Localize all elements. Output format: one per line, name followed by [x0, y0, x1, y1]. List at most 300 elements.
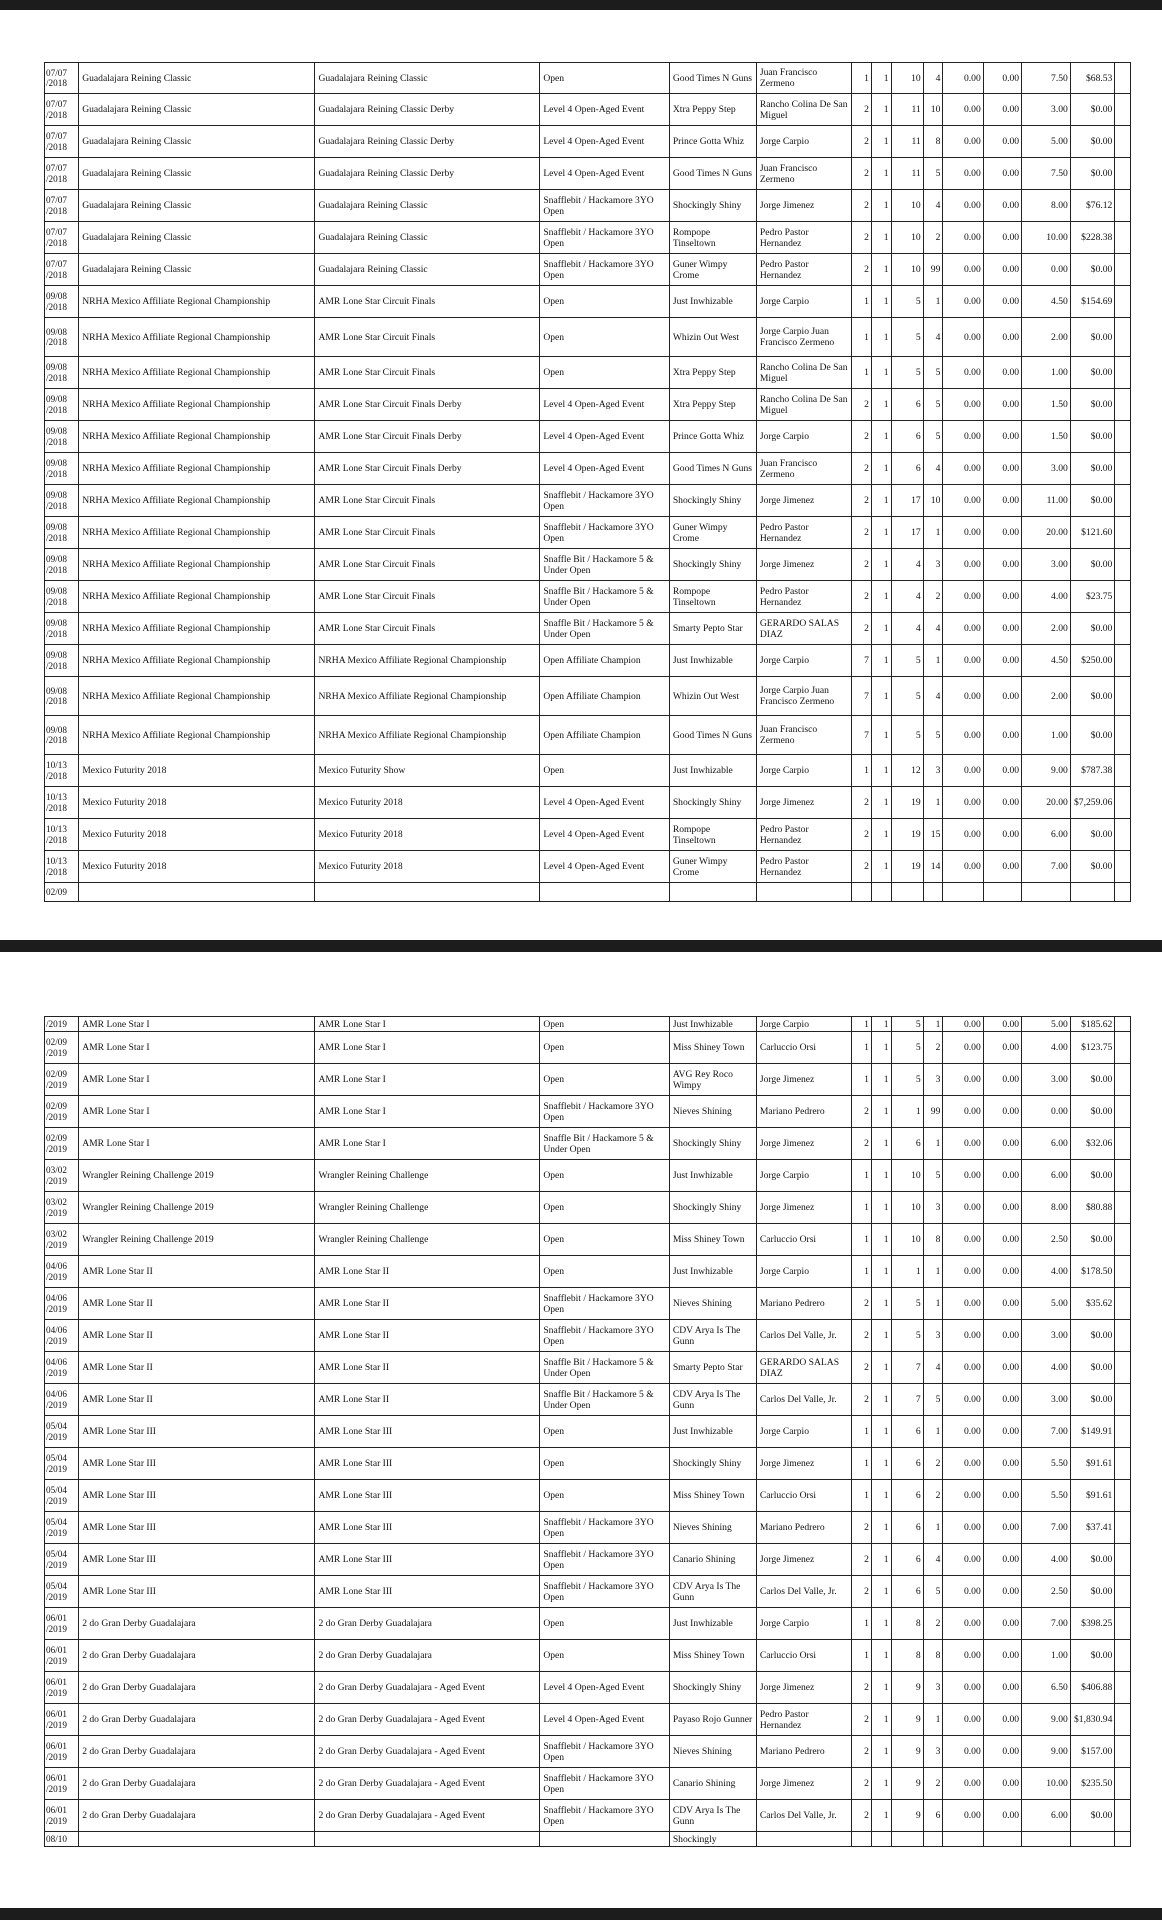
table-cell: 04/06 /2019 — [45, 1288, 79, 1320]
table-row — [45, 1544, 1131, 1576]
table-cell: 1 — [871, 1640, 891, 1672]
table-cell: Jorge Carpio — [756, 1160, 851, 1192]
table-cell: 1 — [871, 1224, 891, 1256]
table-cell: 0.00 — [943, 190, 983, 222]
table-cell: NRHA Mexico Affiliate Regional Championship — [79, 581, 315, 613]
table-cell: 0.00 — [943, 1704, 983, 1736]
table-cell: $0.00 — [1070, 677, 1115, 716]
table-cell: 1 — [871, 1416, 891, 1448]
table-row — [45, 549, 1131, 581]
table-cell: $123.75 — [1070, 1032, 1115, 1064]
table-cell: Jorge Carpio — [756, 1017, 851, 1032]
table-cell: 0.00 — [983, 357, 1021, 389]
table-cell: 0.00 — [983, 421, 1021, 453]
table-cell: Open — [540, 1017, 670, 1032]
table-cell: 2 do Gran Derby Guadalajara — [79, 1608, 315, 1640]
table-cell-blank — [1115, 357, 1131, 389]
table-cell: Jorge Jimenez — [756, 787, 851, 819]
table-cell: 6 — [891, 1480, 923, 1512]
table-cell: AMR Lone Star Circuit Finals — [315, 613, 540, 645]
table-cell-blank — [1115, 1320, 1131, 1352]
table-cell: 2 — [852, 819, 872, 851]
table-cell: $157.00 — [1070, 1736, 1115, 1768]
table-cell: Whizin Out West — [669, 677, 756, 716]
table-cell: 14 — [923, 851, 943, 883]
table-row — [45, 787, 1131, 819]
table-row — [45, 1032, 1131, 1064]
table-cell: 4.00 — [1022, 1032, 1071, 1064]
table-cell: 09/08 /2018 — [45, 645, 79, 677]
table-cell-blank — [1115, 318, 1131, 357]
table-cell: Snafflebit / Hackamore 3YO Open — [540, 1800, 670, 1832]
table-cell: 04/06 /2019 — [45, 1384, 79, 1416]
table-cell: Jorge Jimenez — [756, 190, 851, 222]
table-cell: $0.00 — [1070, 1160, 1115, 1192]
table-cell: 07/07 /2018 — [45, 126, 79, 158]
table-row — [45, 883, 1131, 902]
table-cell: $0.00 — [1070, 716, 1115, 755]
table-cell: 8 — [923, 1224, 943, 1256]
table-cell: 6 — [891, 1416, 923, 1448]
table-cell: 5 — [923, 158, 943, 190]
table-cell: Mariano Pedrero — [756, 1096, 851, 1128]
table-cell: Jorge Jimenez — [756, 1448, 851, 1480]
table-cell: $37.41 — [1070, 1512, 1115, 1544]
table-cell: 1 — [852, 1160, 872, 1192]
table-cell: Open — [540, 1064, 670, 1096]
table-cell: Snafflebit / Hackamore 3YO Open — [540, 222, 670, 254]
table-cell: AMR Lone Star I — [315, 1032, 540, 1064]
table-cell: 1 — [871, 1512, 891, 1544]
table-cell: Smarty Pepto Star — [669, 613, 756, 645]
table-cell-blank — [1115, 1768, 1131, 1800]
table-cell: 0.00 — [983, 1017, 1021, 1032]
table-cell: 0.00 — [983, 645, 1021, 677]
table-cell: 4.00 — [1022, 1256, 1071, 1288]
table-cell: 1 — [871, 645, 891, 677]
table-cell-blank — [1115, 1032, 1131, 1064]
table-cell: 1 — [923, 1128, 943, 1160]
table-cell: Canario Shining — [669, 1768, 756, 1800]
table-cell: 5 — [923, 389, 943, 421]
table-row — [45, 286, 1131, 318]
table-cell: 5 — [891, 1320, 923, 1352]
table-cell: 05/04 /2019 — [45, 1576, 79, 1608]
table-cell: 06/01 /2019 — [45, 1704, 79, 1736]
table-cell-blank — [1115, 517, 1131, 549]
table-cell: Jorge Carpio — [756, 1256, 851, 1288]
table-cell: 2 — [852, 1768, 872, 1800]
table-cell: 0.00 — [983, 286, 1021, 318]
table-cell: 9 — [891, 1672, 923, 1704]
table-cell: NRHA Mexico Affiliate Regional Championship — [315, 716, 540, 755]
table-cell: 09/08 /2018 — [45, 357, 79, 389]
table-cell: $228.38 — [1070, 222, 1115, 254]
table-cell: 09/08 /2018 — [45, 286, 79, 318]
table-cell: Mariano Pedrero — [756, 1512, 851, 1544]
table-cell: Shockingly Shiny — [669, 787, 756, 819]
table-cell: AMR Lone Star III — [315, 1480, 540, 1512]
table-cell: AMR Lone Star I — [315, 1017, 540, 1032]
table-cell: 0.00 — [983, 63, 1021, 94]
table-cell: 1 — [923, 1416, 943, 1448]
table-cell-blank — [1115, 126, 1131, 158]
table-cell: 2.00 — [1022, 318, 1071, 357]
table-cell-blank — [1115, 677, 1131, 716]
table-cell: Snaffle Bit / Hackamore 5 & Under Open — [540, 549, 670, 581]
table-cell: AMR Lone Star I — [79, 1064, 315, 1096]
table-cell: 99 — [923, 1096, 943, 1128]
table-cell: 1 — [871, 1128, 891, 1160]
table-cell: 0.00 — [943, 1448, 983, 1480]
table-cell: 1.00 — [1022, 1640, 1071, 1672]
table-cell: AMR Lone Star III — [79, 1416, 315, 1448]
table-cell: 2 — [923, 1032, 943, 1064]
table-cell: Level 4 Open-Aged Event — [540, 158, 670, 190]
table-cell: Wrangler Reining Challenge 2019 — [79, 1224, 315, 1256]
table-cell: 1 — [871, 1352, 891, 1384]
table-cell: Just Inwhizable — [669, 1608, 756, 1640]
table-cell: AMR Lone Star III — [79, 1576, 315, 1608]
table-cell: 5.50 — [1022, 1480, 1071, 1512]
table-cell: 1 — [871, 819, 891, 851]
table-cell: 02/09 /2019 — [45, 1032, 79, 1064]
table-cell: Jorge Carpio — [756, 645, 851, 677]
table-cell: Shockingly Shiny — [669, 190, 756, 222]
table-cell: Jorge Carpio Juan Francisco Zermeno — [756, 318, 851, 357]
table-cell: AMR Lone Star II — [315, 1384, 540, 1416]
table-cell: Just Inwhizable — [669, 755, 756, 787]
table-cell: NRHA Mexico Affiliate Regional Championship — [79, 677, 315, 716]
table-row — [45, 1160, 1131, 1192]
table-row — [45, 453, 1131, 485]
table-cell: AMR Lone Star Circuit Finals Derby — [315, 389, 540, 421]
table-cell: Snaffle Bit / Hackamore 5 & Under Open — [540, 613, 670, 645]
table-cell: 5.00 — [1022, 126, 1071, 158]
table-cell: 3 — [923, 549, 943, 581]
table-cell: 2 — [852, 222, 872, 254]
table-cell: 6.00 — [1022, 1128, 1071, 1160]
table-cell: Shockingly Shiny — [669, 485, 756, 517]
table-row — [45, 1480, 1131, 1512]
table-cell: Miss Shiney Town — [669, 1640, 756, 1672]
table-cell: 0.00 — [983, 1256, 1021, 1288]
table-row — [45, 389, 1131, 421]
table-row — [45, 1704, 1131, 1736]
table-cell: AMR Lone Star III — [79, 1544, 315, 1576]
table-cell: 09/08 /2018 — [45, 485, 79, 517]
table-cell: Jorge Carpio — [756, 1608, 851, 1640]
table-cell: Open — [540, 1416, 670, 1448]
table-row — [45, 1288, 1131, 1320]
table-cell: 1 — [871, 389, 891, 421]
table-cell: 1 — [871, 613, 891, 645]
table-cell-blank — [1115, 1160, 1131, 1192]
table-cell — [891, 883, 923, 902]
table-cell-blank — [1115, 453, 1131, 485]
table-cell — [983, 883, 1021, 902]
table-cell: AMR Lone Star III — [79, 1448, 315, 1480]
table-cell: Mariano Pedrero — [756, 1288, 851, 1320]
table-cell: NRHA Mexico Affiliate Regional Championship — [79, 517, 315, 549]
table-cell: 5 — [923, 421, 943, 453]
table-cell: 0.00 — [983, 1768, 1021, 1800]
table-cell: 05/04 /2019 — [45, 1448, 79, 1480]
table-cell: 1 — [871, 158, 891, 190]
table-cell: 1.50 — [1022, 389, 1071, 421]
table-cell: 0.00 — [943, 357, 983, 389]
table-cell: AMR Lone Star II — [315, 1288, 540, 1320]
table-cell: Carlos Del Valle, Jr. — [756, 1800, 851, 1832]
table-cell: 1 — [871, 517, 891, 549]
table-cell: 3 — [923, 755, 943, 787]
table-cell-blank — [1115, 158, 1131, 190]
table-cell: Smarty Pepto Star — [669, 1352, 756, 1384]
table-cell: AMR Lone Star I — [79, 1017, 315, 1032]
table-cell: 3 — [923, 1192, 943, 1224]
table-cell: 0.00 — [943, 222, 983, 254]
table-cell: 1 — [871, 254, 891, 286]
table-cell: $235.50 — [1070, 1768, 1115, 1800]
table-cell: 0.00 — [943, 1768, 983, 1800]
table-cell-blank — [1115, 1017, 1131, 1032]
table-cell: 0.00 — [943, 1288, 983, 1320]
table-cell: AVG Rey Roco Wimpy — [669, 1064, 756, 1096]
table-cell: 09/08 /2018 — [45, 613, 79, 645]
table-cell: AMR Lone Star Circuit Finals Derby — [315, 421, 540, 453]
table-cell: 0.00 — [983, 755, 1021, 787]
table-cell: Jorge Carpio — [756, 126, 851, 158]
table-cell: Carlos Del Valle, Jr. — [756, 1576, 851, 1608]
table-cell: 1 — [923, 1256, 943, 1288]
table-cell: 07/07 /2018 — [45, 63, 79, 94]
table-cell: 0.00 — [983, 1320, 1021, 1352]
table-cell: 7 — [852, 677, 872, 716]
table-cell: Mariano Pedrero — [756, 1736, 851, 1768]
table-cell: 0.00 — [983, 94, 1021, 126]
table-cell: 07/07 /2018 — [45, 254, 79, 286]
table-cell: 0.00 — [943, 1544, 983, 1576]
table-cell: 0.00 — [943, 716, 983, 755]
table-cell: 6 — [891, 453, 923, 485]
table-cell: Jorge Jimenez — [756, 1128, 851, 1160]
table-cell: 2 do Gran Derby Guadalajara — [79, 1768, 315, 1800]
table-cell: 2 — [852, 190, 872, 222]
table-cell: Level 4 Open-Aged Event — [540, 126, 670, 158]
table-cell — [315, 1832, 540, 1847]
table-cell: 0.00 — [983, 485, 1021, 517]
table-cell: Just Inwhizable — [669, 286, 756, 318]
table-cell: CDV Arya Is The Gunn — [669, 1800, 756, 1832]
table-cell-blank — [1115, 485, 1131, 517]
table-cell: Guadalajara Reining Classic — [79, 190, 315, 222]
table-row — [45, 421, 1131, 453]
table-cell: Open Affiliate Champion — [540, 716, 670, 755]
table-cell: $0.00 — [1070, 485, 1115, 517]
table-cell: 1 — [871, 1384, 891, 1416]
table-cell: 0.00 — [983, 1512, 1021, 1544]
table-cell: 2 — [852, 1512, 872, 1544]
table-cell: Mexico Futurity 2018 — [79, 819, 315, 851]
table-cell: 2 — [923, 1480, 943, 1512]
table-cell: 5 — [891, 645, 923, 677]
table-cell: 3 — [923, 1320, 943, 1352]
table-cell: 2 — [852, 485, 872, 517]
table-cell: Pedro Pastor Hernandez — [756, 1704, 851, 1736]
table-cell: 1 — [871, 1672, 891, 1704]
table-cell: Guner Wimpy Crome — [669, 254, 756, 286]
table-cell: Open — [540, 1256, 670, 1288]
table-cell: 0.00 — [943, 549, 983, 581]
table-cell: AMR Lone Star III — [315, 1448, 540, 1480]
table-cell: AMR Lone Star Circuit Finals — [315, 517, 540, 549]
table-cell-blank — [1115, 254, 1131, 286]
table-cell-blank — [1115, 851, 1131, 883]
table-cell: 0.00 — [943, 1320, 983, 1352]
table-cell: 0.00 — [943, 254, 983, 286]
table-cell: 0.00 — [943, 1017, 983, 1032]
table-cell: 09/08 /2018 — [45, 389, 79, 421]
table-cell: 1 — [852, 63, 872, 94]
table-cell: Guadalajara Reining Classic — [79, 254, 315, 286]
table-cell: $0.00 — [1070, 453, 1115, 485]
table-cell: 0.00 — [943, 1256, 983, 1288]
table-cell: AMR Lone Star III — [315, 1544, 540, 1576]
table-cell: Mexico Futurity 2018 — [79, 851, 315, 883]
table-cell: 19 — [891, 819, 923, 851]
table-cell: 9 — [891, 1768, 923, 1800]
table-row — [45, 94, 1131, 126]
table-cell: 9.00 — [1022, 755, 1071, 787]
table-cell: $7,259.06 — [1070, 787, 1115, 819]
table-cell — [756, 1832, 851, 1847]
table-cell: 09/08 /2018 — [45, 677, 79, 716]
table-cell: 2 — [923, 1608, 943, 1640]
table-cell: 1 — [871, 1448, 891, 1480]
table-cell-blank — [1115, 1352, 1131, 1384]
table-row — [45, 1320, 1131, 1352]
table-cell: 6 — [891, 1576, 923, 1608]
table-row — [45, 1640, 1131, 1672]
table-cell: $68.53 — [1070, 63, 1115, 94]
table-cell: 1 — [871, 63, 891, 94]
table-cell: $0.00 — [1070, 1224, 1115, 1256]
table-cell: 12 — [891, 755, 923, 787]
table-cell: 0.00 — [983, 222, 1021, 254]
table-cell: 2 — [852, 421, 872, 453]
table-cell: Pedro Pastor Hernandez — [756, 517, 851, 549]
table-cell: 0.00 — [983, 158, 1021, 190]
table-cell: GERARDO SALAS DIAZ — [756, 613, 851, 645]
table-row — [45, 1448, 1131, 1480]
table-cell: Snaffle Bit / Hackamore 5 & Under Open — [540, 581, 670, 613]
table-cell: 1 — [852, 1064, 872, 1096]
table-cell: 10/13 /2018 — [45, 787, 79, 819]
table-cell: Guadalajara Reining Classic Derby — [315, 126, 540, 158]
table-cell: NRHA Mexico Affiliate Regional Championship — [79, 421, 315, 453]
table-cell: AMR Lone Star III — [315, 1512, 540, 1544]
table-cell: Jorge Jimenez — [756, 485, 851, 517]
table-cell: AMR Lone Star II — [315, 1256, 540, 1288]
table-cell: Canario Shining — [669, 1544, 756, 1576]
table-cell: 0.00 — [943, 1800, 983, 1832]
table-cell: AMR Lone Star Circuit Finals — [315, 549, 540, 581]
table-cell: 10 — [923, 94, 943, 126]
table-cell: 0.00 — [983, 1032, 1021, 1064]
table-cell: 1 — [871, 549, 891, 581]
table-row — [45, 755, 1131, 787]
table-cell: 2 do Gran Derby Guadalajara — [79, 1672, 315, 1704]
table-cell: 2 — [923, 1768, 943, 1800]
table-cell: AMR Lone Star I — [315, 1064, 540, 1096]
table-cell: Prince Gotta Whiz — [669, 126, 756, 158]
table-cell: 2 do Gran Derby Guadalajara - Aged Event — [315, 1768, 540, 1800]
table-cell: 1 — [852, 1032, 872, 1064]
table-cell: Jorge Jimenez — [756, 1672, 851, 1704]
table-cell: 2 — [923, 581, 943, 613]
table-cell: 7 — [852, 716, 872, 755]
table-row — [45, 1416, 1131, 1448]
table-cell: 0.00 — [943, 63, 983, 94]
table-cell: 7.00 — [1022, 1416, 1071, 1448]
table-cell: 0.00 — [983, 1416, 1021, 1448]
table-cell: 7.00 — [1022, 1608, 1071, 1640]
table-cell: 1 — [871, 453, 891, 485]
table-cell: Guadalajara Reining Classic Derby — [315, 158, 540, 190]
table-cell: 2 do Gran Derby Guadalajara — [315, 1640, 540, 1672]
table-cell: 8 — [891, 1608, 923, 1640]
table-cell: Level 4 Open-Aged Event — [540, 851, 670, 883]
table-cell: 2 — [852, 94, 872, 126]
table-cell: $0.00 — [1070, 1384, 1115, 1416]
table-cell: 1 — [871, 1032, 891, 1064]
table-cell: Nieves Shining — [669, 1096, 756, 1128]
table-cell: AMR Lone Star I — [315, 1128, 540, 1160]
table-cell: 0.00 — [983, 1576, 1021, 1608]
table-row — [45, 581, 1131, 613]
table-cell: 11.00 — [1022, 485, 1071, 517]
table-cell: 2 do Gran Derby Guadalajara - Aged Event — [315, 1800, 540, 1832]
table-row — [45, 254, 1131, 286]
table-cell: Jorge Carpio — [756, 1416, 851, 1448]
table-cell: $0.00 — [1070, 357, 1115, 389]
table-row — [45, 1608, 1131, 1640]
table-row — [45, 1512, 1131, 1544]
table-cell: 6 — [891, 1448, 923, 1480]
table-cell: 7.50 — [1022, 158, 1071, 190]
table-cell: NRHA Mexico Affiliate Regional Championship — [79, 453, 315, 485]
table-cell: Snafflebit / Hackamore 3YO Open — [540, 1736, 670, 1768]
table-cell: 9 — [891, 1704, 923, 1736]
table-cell: 10 — [891, 1192, 923, 1224]
table-cell: $0.00 — [1070, 318, 1115, 357]
table-cell: Wrangler Reining Challenge — [315, 1160, 540, 1192]
table-cell: 0.00 — [983, 1064, 1021, 1096]
table-row — [45, 716, 1131, 755]
table-cell: 5 — [923, 1160, 943, 1192]
table-cell: $91.61 — [1070, 1480, 1115, 1512]
table-cell: Jorge Jimenez — [756, 1768, 851, 1800]
table-cell: 0.00 — [943, 645, 983, 677]
table-cell: 4 — [923, 318, 943, 357]
table-cell: 19 — [891, 851, 923, 883]
table-cell: CDV Arya Is The Gunn — [669, 1320, 756, 1352]
table-row — [45, 517, 1131, 549]
table-cell: AMR Lone Star II — [315, 1352, 540, 1384]
table-cell: Guadalajara Reining Classic — [315, 190, 540, 222]
table-cell: 17 — [891, 485, 923, 517]
table-cell: 05/04 /2019 — [45, 1544, 79, 1576]
